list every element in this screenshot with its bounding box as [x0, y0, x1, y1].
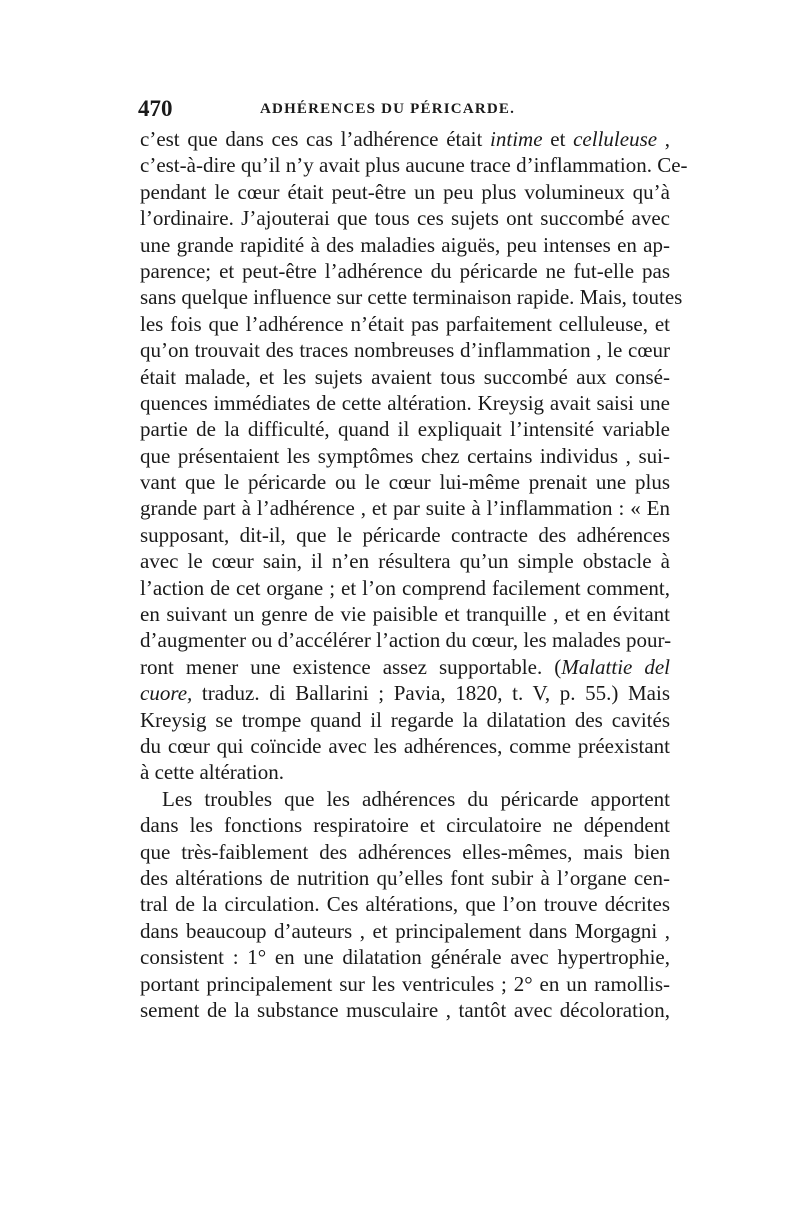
text-run: qu’on trouvait des traces nombreuses d’inflammation , le cœur: [140, 338, 670, 363]
text-line: [140, 443, 670, 469]
text-line: [140, 786, 670, 812]
text-line: [140, 865, 670, 891]
text-run: les fois que l’adhérence n’était pas parfaitement celluleuse, et: [140, 311, 670, 336]
text-run: que présentaient les symptômes chez certains individus , sui-: [140, 443, 670, 468]
text-run: à cette altération.: [140, 760, 284, 785]
text-run: que très-faiblement des adhérences elles-mêmes, mais bien: [140, 839, 670, 864]
text-run: sans quelque influence sur cette terminaison rapide. Mais, toutes: [140, 285, 683, 310]
text-line: [140, 258, 670, 284]
text-line: [140, 971, 670, 997]
text-run: c’est que dans ces cas l’adhérence était: [140, 127, 491, 151]
text-run: supposant, dit-il, que le péricarde contracte des adhérences: [140, 522, 670, 547]
text-run: Les troubles que les adhérences du péricarde apportent: [162, 786, 670, 811]
text-line: [140, 126, 670, 152]
text-run: du cœur qui coïncide avec les adhérences, comme préexistant: [140, 733, 670, 758]
text-line: [140, 416, 670, 442]
text-run: ront mener une existence assez supportable. (: [140, 654, 562, 679]
text-line: [140, 812, 670, 838]
text-line: [140, 707, 670, 733]
text-line: [140, 205, 670, 231]
page-number: 470: [138, 96, 173, 121]
text-line: [140, 337, 670, 363]
text-run: quences immédiates de cette altération. Kreysig avait saisi une: [140, 390, 670, 415]
text-run: tral de la circulation. Ces altérations, que l’on trouve décrites: [140, 892, 670, 917]
text-line: [140, 284, 683, 310]
text-run: grande part à l’adhérence , et par suite à l’inflammation : « En: [140, 496, 670, 521]
italic-text: Malattie del: [561, 654, 670, 679]
text-line: [140, 759, 670, 785]
italic-text: cuore,: [140, 681, 193, 706]
text-line: [140, 918, 670, 944]
text-run: partie de la difficulté, quand il expliquait l’intensité variable: [140, 417, 670, 442]
text-run: portant principalement sur les ventricules ; 2° en un ramollis-: [140, 971, 670, 996]
text-run: était malade, et les sujets avaient tous succombé aux consé-: [140, 364, 670, 389]
text-line: [140, 152, 688, 178]
text-line: [140, 522, 670, 548]
text-line: [140, 548, 670, 574]
text-run: en suivant un genre de vie paisible et tranquille , et en évitant: [140, 602, 670, 627]
text-line: [140, 311, 670, 337]
text-line: [140, 575, 670, 601]
text-line: [140, 654, 670, 680]
text-run: d’augmenter ou d’accélérer l’action du cœur, les malades pour-: [140, 628, 672, 653]
text-run: avec le cœur sain, il n’en résultera qu’un simple obstacle à: [140, 549, 670, 574]
text-run: dans beaucoup d’auteurs , et principalement dans Morgagni ,: [140, 918, 670, 943]
running-head: ADHÉRENCES DU PÉRICARDE.: [260, 101, 516, 117]
page-header: [138, 96, 668, 122]
text-line: [140, 469, 670, 495]
text-line: [140, 627, 670, 653]
text-line: [140, 680, 670, 706]
text-line: [140, 390, 670, 416]
text-line: [140, 733, 670, 759]
text-run: parence; et peut-être l’adhérence du péricarde ne fut-elle pas: [140, 258, 670, 283]
text-run: ,: [657, 127, 671, 151]
text-run: une grande rapidité à des maladies aiguës, peu intenses en ap-: [140, 232, 670, 257]
text-line: [140, 364, 670, 390]
text-run: sement de la substance musculaire , tantôt avec décoloration,: [140, 997, 670, 1022]
text-run: traduz. di Ballarini ; Pavia, 1820, t. V, p. 55.) Mais: [192, 681, 670, 706]
italic-text: celluleuse: [573, 127, 658, 151]
text-run: des altérations de nutrition qu’elles font subir à l’organe cen-: [140, 865, 670, 890]
text-line: [140, 179, 670, 205]
text-line: [140, 944, 670, 970]
body-text: [140, 126, 688, 1023]
text-run: vant que le péricarde ou le cœur lui-même prenait une plus: [140, 470, 670, 495]
text-run: Kreysig se trompe quand il regarde la dilatation des cavités: [140, 707, 670, 732]
text-run: c’est-à-dire qu’il n’y avait plus aucune trace d’inflammation. Ce-: [140, 153, 688, 178]
text-run: l’action de cet organe ; et l’on comprend facilement comment,: [140, 575, 670, 600]
text-line: [140, 601, 670, 627]
text-run: l’ordinaire. J’ajouterai que tous ces sujets ont succombé avec: [140, 206, 670, 231]
text-run: pendant le cœur était peut-être un peu plus volumineux qu’à: [140, 179, 670, 204]
text-run: consistent : 1° en une dilatation générale avec hypertrophie,: [140, 945, 670, 970]
italic-text: intime: [490, 127, 543, 151]
text-line: [140, 839, 670, 865]
text-line: [140, 495, 670, 521]
text-line: [140, 997, 670, 1023]
text-run: dans les fonctions respiratoire et circulatoire ne dépendent: [140, 813, 670, 838]
text-line: [140, 891, 670, 917]
text-line: [140, 232, 670, 258]
text-run: et: [542, 127, 574, 151]
